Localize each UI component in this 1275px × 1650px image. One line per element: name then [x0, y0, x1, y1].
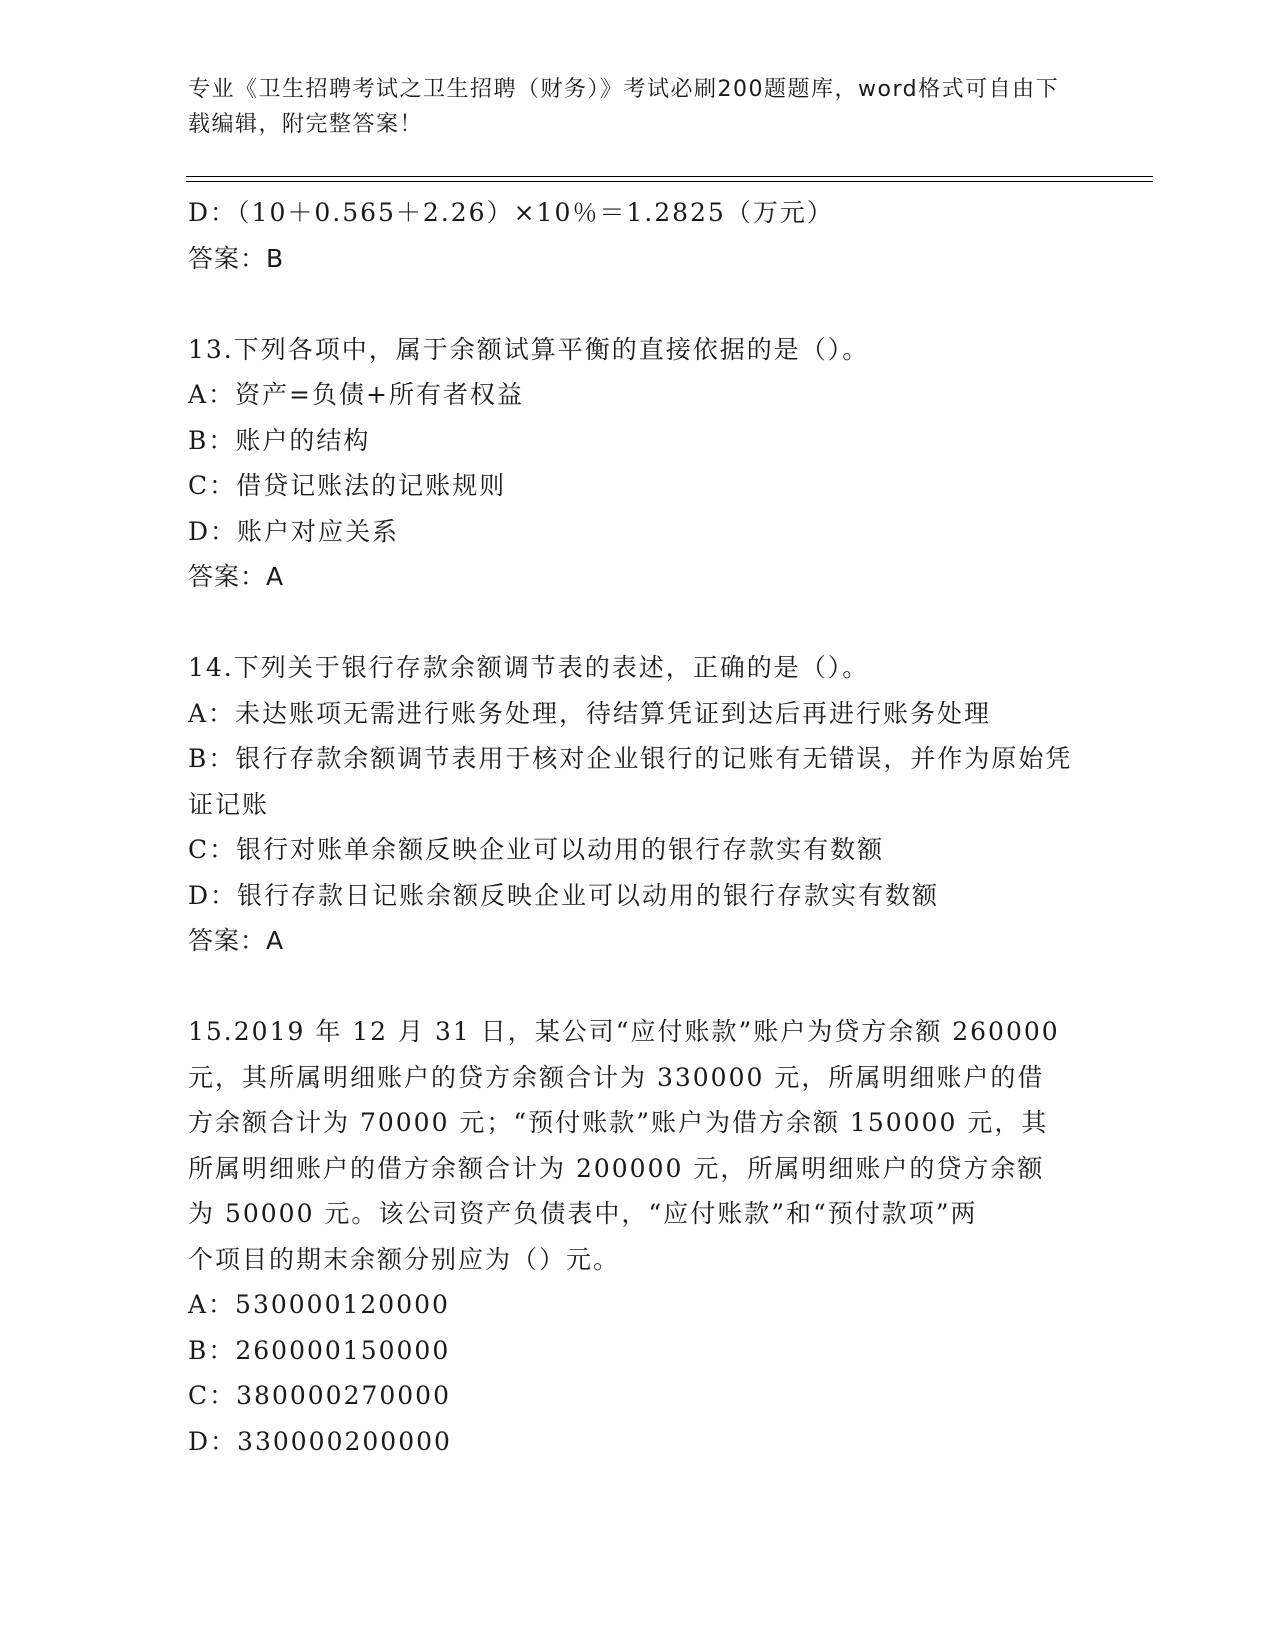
question-15-stem-line: 为 50000 元。该公司资产负债表中，“应付账款”和“预付款项”两	[188, 1199, 978, 1228]
header-divider	[186, 176, 1153, 182]
question-15-stem-line: 所属明细账户的借方余额合计为 200000 元，所属明细账户的贷方余额	[188, 1153, 1045, 1183]
question-13-option-a: A：资产=负债+所有者权益	[188, 380, 524, 409]
question-13-option-b: B：账户的结构	[188, 425, 371, 455]
question-13-option-c: C：借贷记账法的记账规则	[188, 471, 507, 500]
spacer	[188, 281, 1078, 327]
question-14-option-c: C：银行对账单余额反映企业可以动用的银行存款实有数额	[188, 835, 885, 864]
question-15-stem-line: 方余额合计为 70000 元；“预付账款”账户为借方余额 150000 元，其	[188, 1108, 1049, 1137]
spacer	[188, 600, 1078, 646]
question-13-stem: 13.下列各项中，属于余额试算平衡的直接依据的是（）。	[188, 334, 870, 364]
question-15-option-d: D：330000200000	[188, 1426, 452, 1456]
question-15-option-a: A：530000120000	[188, 1290, 450, 1319]
question-14-option-d: D：银行存款日记账余额反映企业可以动用的银行存款实有数额	[188, 880, 940, 910]
question-14-stem: 14.下列关于银行存款余额调节表的表述，正确的是（）。	[188, 653, 870, 682]
question-15-stem-line: 元，其所属明细账户的贷方余额合计为 330000 元，所属明细账户的借	[188, 1062, 1045, 1092]
document-body	[188, 190, 1078, 1464]
question-13-option-d: D：账户对应关系	[188, 516, 400, 546]
question-13	[188, 327, 1078, 600]
question-15-option-c: C：380000270000	[188, 1381, 451, 1410]
question-15-option-b: B：260000150000	[188, 1335, 451, 1365]
question-12-option-d: D：（10＋0.565＋2.26）×10％＝1.2825（万元）	[188, 198, 834, 227]
spacer	[188, 964, 1078, 1010]
question-12-answer: 答案：B	[188, 243, 285, 273]
question-14	[188, 645, 1078, 964]
document-header: 专业《卫生招聘考试之卫生招聘（财务）》考试必刷200题题库，word格式可自由下载编辑，附完整答案！	[188, 77, 1060, 137]
question-15-stem-line: 个项目的期末余额分别应为（）元。	[188, 1244, 621, 1274]
question-15-stem-line: 15.2019 年 12 月 31 日，某公司“应付账款”账户为贷方余额 260000	[188, 1017, 1060, 1046]
question-13-answer: 答案：A	[188, 562, 285, 591]
question-14-option-b: B：银行存款余额调节表用于核对企业银行的记账有无错误，并作为原始凭证记账	[188, 744, 1073, 819]
question-14-answer: 答案：A	[188, 926, 285, 955]
question-15	[188, 1009, 1078, 1464]
question-14-option-a: A：未达账项无需进行账务处理，待结算凭证到达后再进行账务处理	[188, 698, 992, 728]
